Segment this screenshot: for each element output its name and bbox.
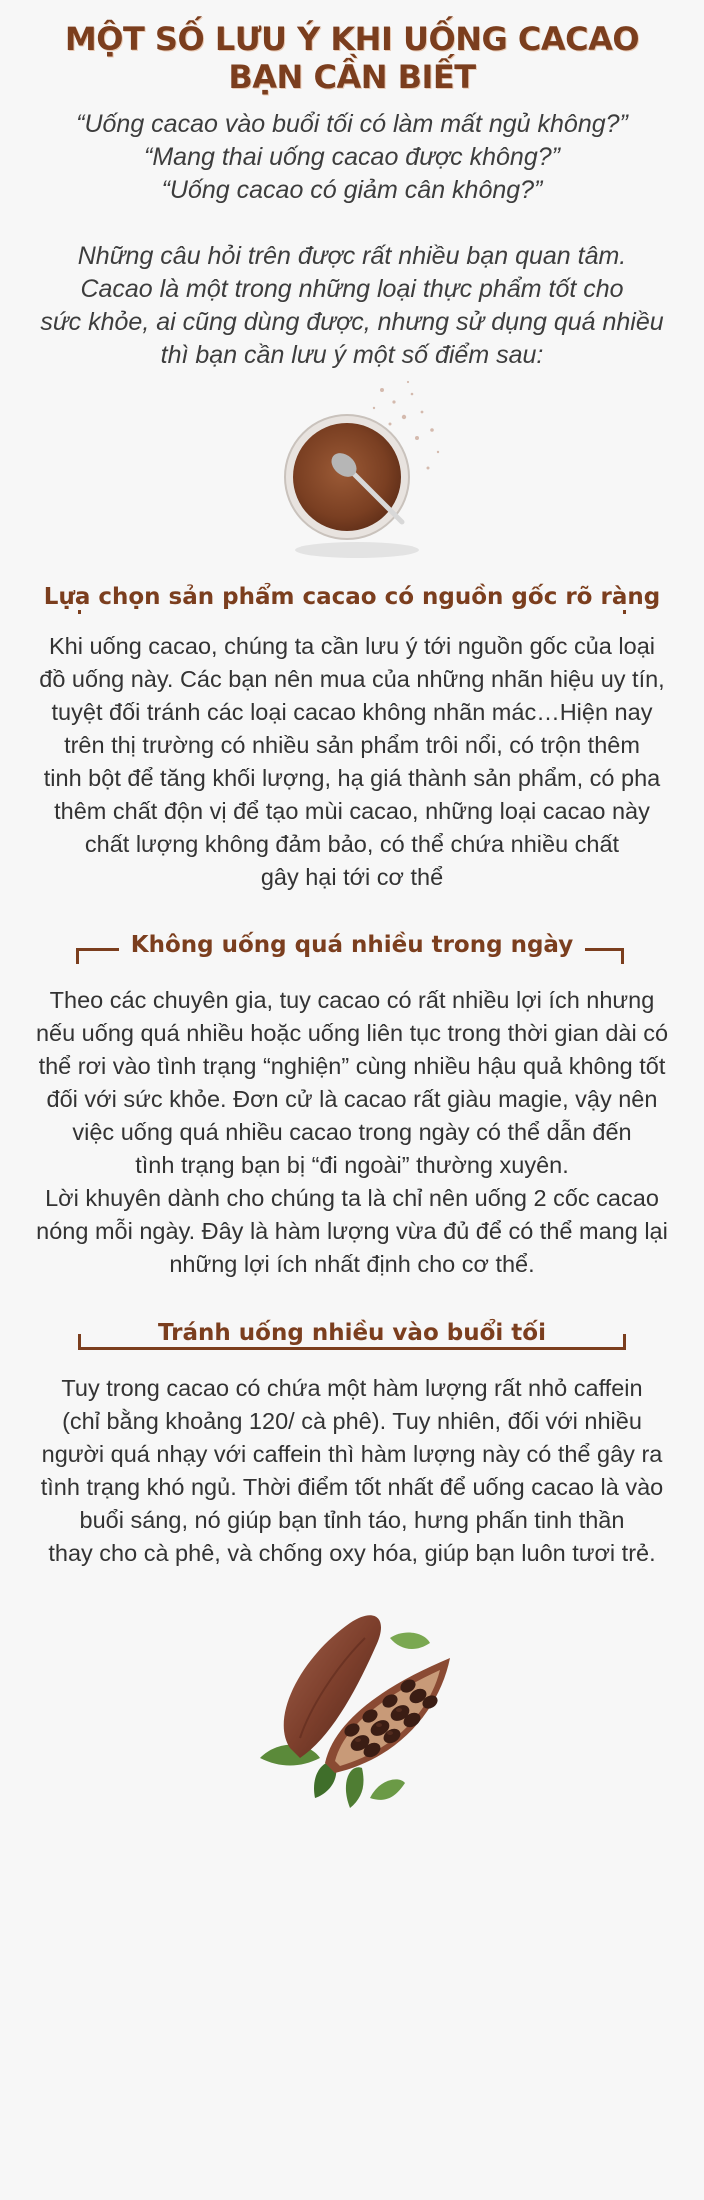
page-title [0,20,704,96]
s1-line-2: đồ uống này. Các bạn nên mua của những nhãn hiệu uy tín, [39,666,665,692]
cacao-pod-image [240,1598,470,1818]
cocoa-powder-image [262,372,452,562]
s2-line-7: Lời khuyên dành cho chúng ta là chỉ nên uống 2 cốc cacao [45,1185,659,1211]
s2-line-6: tình trạng bạn bị “đi ngoài” thường xuyên. [135,1152,569,1178]
section-heading-1 [0,578,704,618]
s1-line-3: tuyệt đối tránh các loại cacao không nhãn mác…Hiện nay [51,699,653,725]
title-line-2: BẠN CẦN BIẾT [228,58,476,96]
s2-line-9: những lợi ích nhất định cho cơ thể. [169,1251,535,1277]
section-title-1: Lựa chọn sản phẩm cacao có nguồn gốc rõ ràng [32,584,672,610]
title-line-1: MỘT SỐ LƯU Ý KHI UỐNG CACAO [64,20,640,58]
section-heading-2 [0,926,704,966]
intro-line-3: sức khỏe, ai cũng dùng được, nhưng sử dụng quá nhiều [40,308,664,336]
question-2: “Mang thai uống cacao được không?” [144,143,560,171]
s3-line-3: người quá nhạy với caffein thì hàm lượng này có thể gây ra [41,1441,663,1467]
s3-line-2: (chỉ bằng khoảng 120/ cà phê). Tuy nhiên, đối với nhiều [62,1408,642,1434]
s2-line-2: nếu uống quá nhiều hoặc uống liên tục trong thời gian dài có [35,1020,669,1046]
s3-line-6: thay cho cà phê, và chống oxy hóa, giúp bạn luôn tươi trẻ. [48,1540,656,1566]
section-body-3 [22,1372,682,1570]
s1-line-5: tinh bột để tăng khối lượng, hạ giá thành sản phẩm, có pha [43,765,661,791]
question-3: “Uống cacao có giảm cân không?” [161,176,543,204]
s1-line-6: thêm chất độn vị để tạo mùi cacao, những loại cacao này [54,798,650,824]
s2-line-1: Theo các chuyên gia, tuy cacao có rất nhiều lợi ích nhưng [49,987,655,1013]
s3-line-5: buổi sáng, nó giúp bạn tỉnh táo, hưng phấn tinh thần [79,1507,625,1533]
section-body-2 [22,984,682,1281]
intro-line-1: Những câu hỏi trên được rất nhiều bạn quan tâm. [77,242,627,270]
s1-line-7: chất lượng không đảm bảo, có thể chứa nhiều chất [84,831,620,857]
intro-lead [40,240,664,372]
s1-line-8: gây hại tới cơ thể [260,864,444,890]
s2-line-8: nóng mỗi ngày. Đây là hàm lượng vừa đủ để có thể mang lại [36,1218,668,1244]
s2-line-3: thể rơi vào tình trạng “nghiện” cùng nhiều hậu quả không tốt [38,1053,666,1079]
s1-line-1: Khi uống cacao, chúng ta cần lưu ý tới nguồn gốc của loại [49,633,655,659]
section-title-2: Không uống quá nhiều trong ngày [119,932,585,958]
s2-line-4: đối với sức khỏe. Đơn cử là cacao rất giàu magie, vậy nên [46,1086,658,1112]
section-title-3: Tránh uống nhiều vào buổi tối [146,1320,558,1346]
intro-questions [40,108,664,207]
s2-line-5: việc uống quá nhiều cacao trong ngày có thể dẫn đến [72,1119,632,1145]
intro-line-2: Cacao là một trong những loại thực phẩm tốt cho [80,275,624,303]
section-heading-3 [0,1314,704,1354]
s3-line-4: tình trạng khó ngủ. Thời điểm tốt nhất để uống cacao là vào [40,1474,664,1500]
section-body-1 [22,630,682,894]
s3-line-1: Tuy trong cacao có chứa một hàm lượng rất nhỏ caffein [61,1375,643,1401]
question-1: “Uống cacao vào buổi tối có làm mất ngủ không?” [76,110,628,138]
intro-line-4: thì bạn cần lưu ý một số điểm sau: [160,341,544,369]
s1-line-4: trên thị trường có nhiều sản phẩm trôi nổi, có trộn thêm [64,732,640,758]
